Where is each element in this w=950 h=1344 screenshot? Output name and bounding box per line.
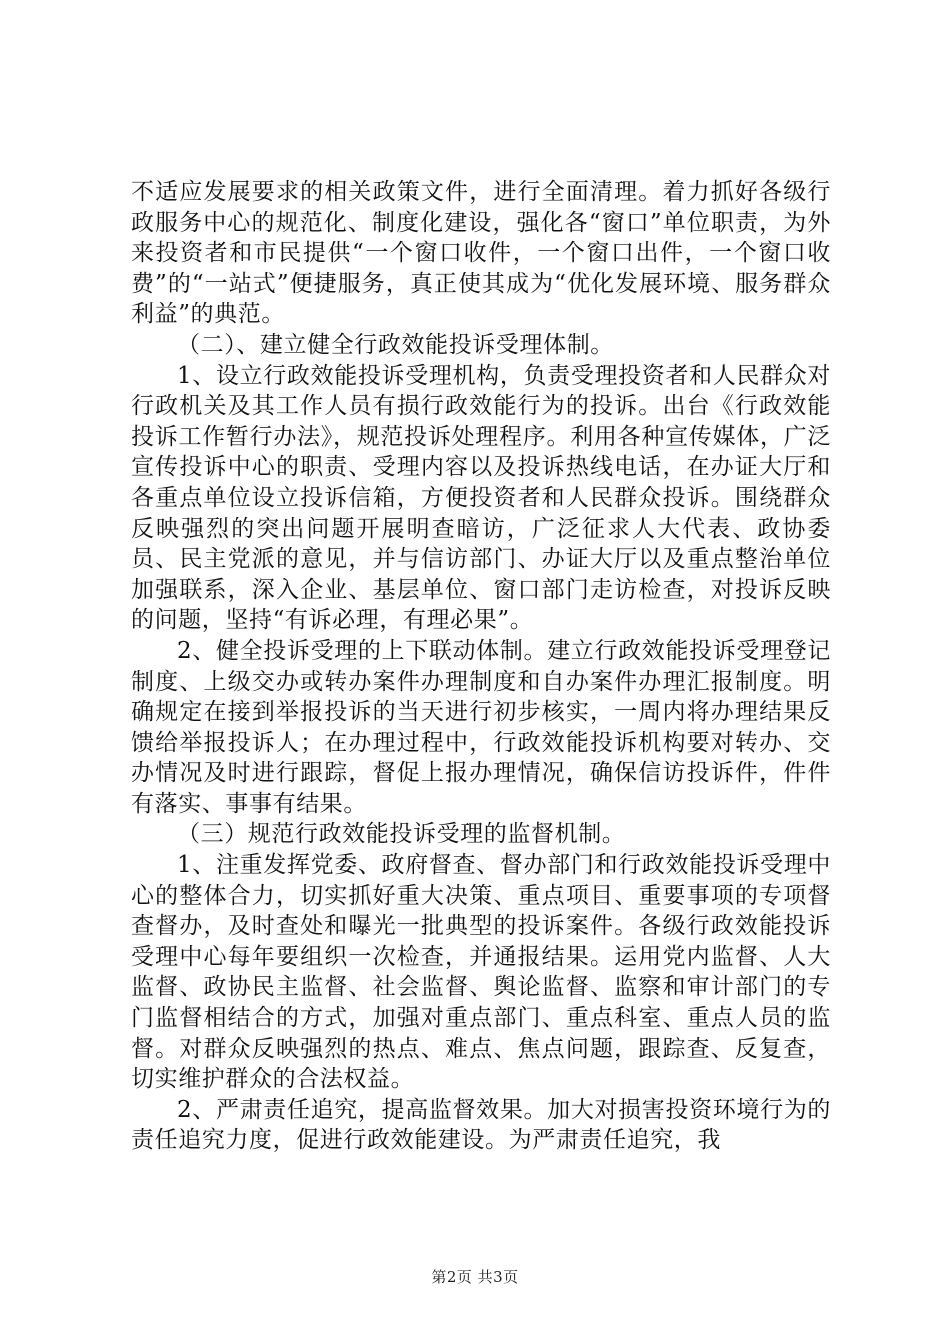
paragraph-complaint-agency: 1、设立行政效能投诉受理机构，负责受理投资者和人民群众对行政机关及其工作人员有损行政效能行为的投诉。出台《行政效能投诉工作暂行办法》，规范投诉处理程序。利用各种宣传媒体，广泛宣传投诉中心的职责、受理内容以及投诉热线电话，在办证大厅和各重点单位设立投诉信箱，方便投资者和人民群众投诉。围绕群众反映强烈的突出问题开展明查暗访，广泛征求人大代表、政协委员、民主党派的意见，并与信访部门、办证大厅以及重点整治单位加强联系，深入企业、基层单位、窗口部门走访检查，对投诉反映的问题，坚持“有诉必理，有理必果”。 bbox=[131, 362, 831, 634]
section-heading-3: （三）规范行政效能投诉受理的监督机制。 bbox=[177, 821, 626, 848]
paragraph-supervision: 1、注重发挥党委、政府督查、督办部门和行政效能投诉受理中心的整体合力，切实抓好重大决策、重点项目、重要事项的专项督查督办，及时查处和曝光一批典型的投诉案件。各级行政效能投诉受理中心每年要组织一次检查，并通报结果。运用党内监督、人大监督、政协民主监督、社会监督、舆论监督、监察和审计部门的专门监督相结合的方式，加强对重点部门、重点科室、重点人员的监督。对群众反映强烈的热点、难点、焦点问题，跟踪查、反复查，切实维护群众的合法权益。 bbox=[131, 852, 831, 1093]
paragraph-linkage-system: 2、健全投诉受理的上下联动体制。建立行政效能投诉受理登记制度、上级交办或转办案件办理制度和自办案件办理汇报制度。明确规定在接到举报投诉的当天进行初步核实，一周内将办理结果反馈给举报投诉人；在办理过程中，行政效能投诉机构要对转办、交办情况及时进行跟踪，督促上报办理情况，确保信访投诉件，件件有落实、事事有结果。 bbox=[131, 637, 831, 817]
paragraph-continuation: 不适应发展要求的相关政策文件，进行全面清理。着力抓好各级行政服务中心的规范化、制度化建设，强化各“窗口”单位职责，为外来投资者和市民提供“一个窗口收件，一个窗口出件，一个窗口收费”的“一站式”便捷服务，真正使其成为“优化发展环境、服务群众利益”的典范。 bbox=[131, 179, 831, 328]
paragraph-accountability: 2、严肃责任追究，提高监督效果。加大对损害投资环境行为的责任追究力度，促进行政效能建设。为严肃责任追究，我 bbox=[131, 1096, 831, 1154]
page-number-footer: 第2页 共3页 bbox=[431, 1268, 519, 1286]
document-body bbox=[131, 177, 831, 1156]
section-heading-2: （二）、建立健全行政效能投诉受理体制。 bbox=[177, 331, 614, 358]
